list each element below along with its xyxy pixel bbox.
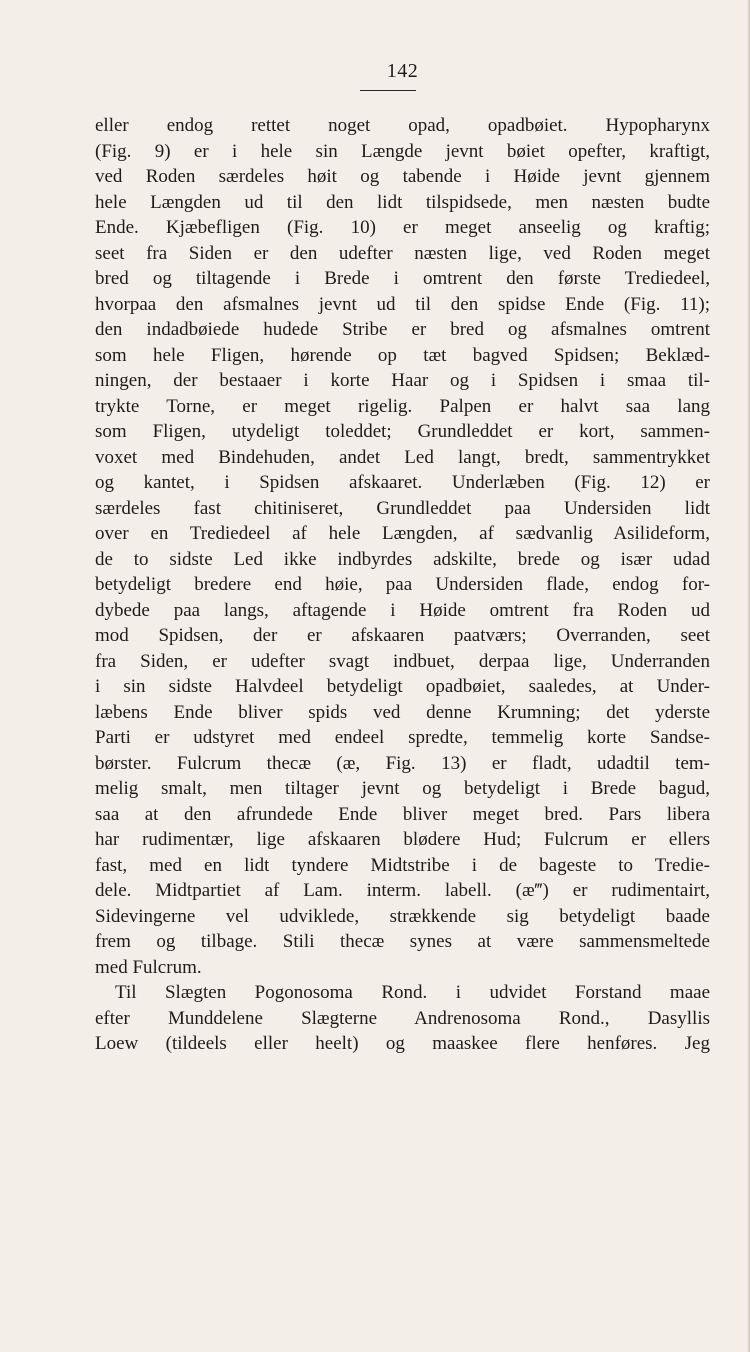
- text-line: læbens Ende bliver spids ved denne Krumning; det yderste: [95, 701, 710, 723]
- text-line: voxet med Bindehuden, andet Led langt, bredt, sammentrykket: [95, 446, 710, 468]
- text-line: i sin sidste Halvdeel betydeligt opadbøiet, saaledes, at Under-: [95, 676, 710, 697]
- text-line: dele. Midtpartiet af Lam. interm. labell. (æ‴) er rudimentairt,: [95, 880, 710, 901]
- text-line: frem og tilbage. Stili thecæ synes at være sammensmeltede: [95, 931, 710, 952]
- text-line: Ende. Kjæbefligen (Fig. 10) er meget anseelig og kraftig;: [95, 217, 710, 238]
- text-line: ningen, der bestaaer i korte Haar og i Spidsen i smaa til-: [95, 370, 710, 391]
- text-line: eller endog rettet noget opad, opadbøiet. Hypopharynx: [95, 115, 710, 136]
- text-line: melig smalt, men tiltager jevnt og betydeligt i Brede bagud,: [95, 778, 710, 799]
- text-line: trykte Torne, er meget rigelig. Palpen er halvt saa lang: [95, 395, 710, 417]
- text-line: ved Roden særdeles høit og tabende i Høide jevnt gjennem: [95, 166, 710, 187]
- text-line: efter Munddelene Slægterne Andrenosoma Rond., Dasyllis: [95, 1007, 710, 1029]
- text-line: fra Siden, er udefter svagt indbuet, derpaa lige, Underranden: [95, 650, 710, 672]
- text-line: betydeligt bredere end høie, paa Undersiden flade, endog for-: [95, 574, 710, 595]
- text-line: og kantet, i Spidsen afskaaret. Underlæben (Fig. 12) er: [95, 472, 710, 493]
- text-line-paragraph-end: med Fulcrum.: [95, 956, 202, 978]
- text-line: saa at den afrundede Ende bliver meget bred. Pars libera: [95, 803, 710, 825]
- text-line: har rudimentær, lige afskaaren blødere Hud; Fulcrum er ellers: [95, 829, 710, 850]
- page-number: 142: [386, 60, 419, 82]
- body-text: [95, 113, 710, 1057]
- text-line: Loew (tildeels eller heelt) og maaskee flere henføres. Jeg: [95, 1033, 710, 1054]
- text-line: mod Spidsen, der er afskaaren paatværs; Overranden, seet: [95, 625, 710, 646]
- text-line: som Fligen, utydeligt toleddet; Grundleddet er kort, sammen-: [95, 421, 710, 442]
- text-line: særdeles fast chitiniseret, Grundleddet paa Undersiden lidt: [95, 497, 710, 519]
- text-line: bred og tiltagende i Brede i omtrent den første Trediedeel,: [95, 268, 710, 289]
- text-line: seet fra Siden er den udefter næsten lige, ved Roden meget: [95, 242, 710, 264]
- page-number-rule: [360, 90, 416, 91]
- text-line: Parti er udstyret med endeel spredte, temmelig korte Sandse-: [95, 727, 710, 748]
- text-line: over en Trediedeel af hele Længden, af sædvanlig Asilideform,: [95, 523, 710, 544]
- text-line: Sidevingerne vel udviklede, strækkende sig betydeligt baade: [95, 905, 710, 927]
- text-line: dybede paa langs, aftagende i Høide omtrent fra Roden ud: [95, 599, 710, 621]
- text-line: hvorpaa den afsmalnes jevnt ud til den spidse Ende (Fig. 11);: [95, 293, 710, 315]
- text-line: børster. Fulcrum thecæ (æ, Fig. 13) er fladt, udadtil tem-: [95, 752, 710, 774]
- text-line-paragraph-start: Til Slægten Pogonosoma Rond. i udvidet Forstand maae: [115, 982, 710, 1003]
- text-line: hele Længden ud til den lidt tilspidsede, men næsten budte: [95, 191, 710, 213]
- text-line: fast, med en lidt tyndere Midtstribe i de bageste to Tredie-: [95, 854, 710, 876]
- text-line: de to sidste Led ikke indbyrdes adskilte, brede og især udad: [95, 548, 710, 570]
- text-line: den indadbøiede hudede Stribe er bred og afsmalnes omtrent: [95, 319, 710, 340]
- text-line: som hele Fligen, hørende op tæt bagved Spidsen; Beklæd-: [95, 344, 710, 366]
- text-line: (Fig. 9) er i hele sin Længde jevnt bøiet opefter, kraftigt,: [95, 140, 710, 162]
